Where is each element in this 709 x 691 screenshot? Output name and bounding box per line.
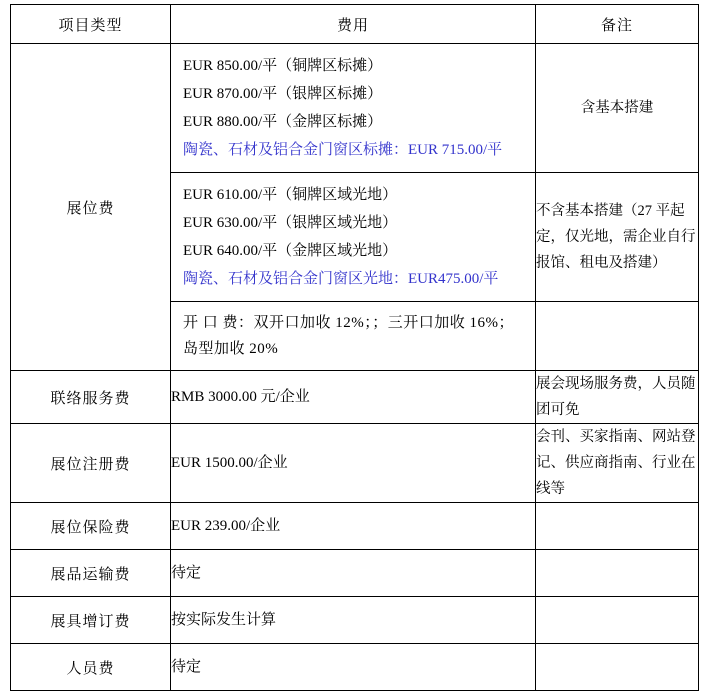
table-row [11,550,699,597]
cell-note-standard: 含基本搭建 [536,44,699,173]
fee-line: EUR 880.00/平（金牌区标摊） [183,114,383,130]
fee-lines-raw-space [171,173,535,301]
fee-line-highlight: 陶瓷、石材及铝合金门窗区光地：EUR475.00/平 [183,271,499,287]
cell-item-type: 展品运输费 [11,550,171,597]
fee-table [10,4,699,691]
cell-note [536,597,699,644]
cell-note-open-side [536,302,699,371]
cell-fee-raw-space [171,173,536,302]
fee-line: EUR 630.00/平（银牌区域光地） [183,215,398,231]
fee-line-open-side: 开 口 费：双开口加收 12%；；三开口加收 16%；岛型加收 20% [183,315,514,357]
fee-line: EUR 640.00/平（金牌区域光地） [183,243,398,259]
cell-note: 展会现场服务费，人员随团可免 [536,371,699,424]
fee-lines-standard [171,44,535,172]
cell-fee-standard-booth [171,44,536,173]
cell-note: 会刊、买家指南、网站登记、供应商指南、行业在线等 [536,424,699,503]
table-row [11,597,699,644]
cell-item-type: 展位保险费 [11,503,171,550]
cell-item-type: 展位费 [11,44,171,371]
cell-item-type: 展具增订费 [11,597,171,644]
cell-note [536,550,699,597]
cell-fee: EUR 239.00/企业 [171,503,536,550]
cell-fee-open-side [171,302,536,371]
cell-note-raw-space: 不含基本搭建（27 平起定，仅光地，需企业自行报馆、租电及搭建） [536,173,699,302]
cell-note [536,644,699,691]
cell-note [536,503,699,550]
table-row [11,644,699,691]
table-row [11,503,699,550]
cell-item-type: 展位注册费 [11,424,171,503]
cell-fee: 待定 [171,550,536,597]
table-header-row [11,5,699,44]
cell-item-type: 联络服务费 [11,371,171,424]
cell-item-type: 人员费 [11,644,171,691]
header-note: 备注 [536,5,699,44]
cell-fee: 按实际发生计算 [171,597,536,644]
table-row [11,371,699,424]
fee-line: EUR 850.00/平（铜牌区标摊） [183,58,383,74]
cell-fee: EUR 1500.00/企业 [171,424,536,503]
fee-line: EUR 610.00/平（铜牌区域光地） [183,187,398,203]
fee-line-highlight: 陶瓷、石材及铝合金门窗区标摊：EUR 715.00/平 [183,142,503,158]
table-row [11,424,699,503]
header-item-type: 项目类型 [11,5,171,44]
table-row [11,44,699,173]
cell-fee: 待定 [171,644,536,691]
fee-line: EUR 870.00/平（银牌区标摊） [183,86,383,102]
header-fee: 费用 [171,5,536,44]
cell-fee: RMB 3000.00 元/企业 [171,371,536,424]
